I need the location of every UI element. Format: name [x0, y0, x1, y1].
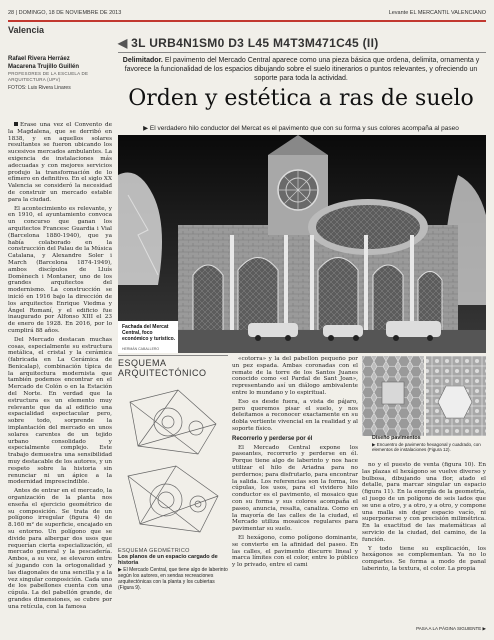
paragraph: Eso es desde fuera, a vista de pájaro, pero queremos pisar el suelo, y nos deleitamos a reconocer exactamente en su dobla vertiente vivencial en la realidad y al soporte físico.	[232, 398, 358, 432]
author-name: Macarena Trujillo Guillén	[8, 64, 80, 70]
caption-kicker: ESQUEMA GEOMÉTRICO	[118, 548, 190, 554]
divider	[118, 355, 228, 356]
headline: Orden y estética a ras de suelo	[128, 86, 474, 111]
folio: 28 | DOMINGO, 18 DE NOVIEMBRE DE 2013	[8, 10, 122, 16]
schema-title	[118, 358, 228, 378]
author-role: PROFESORES DE LA ESCUELA DE	[8, 71, 89, 76]
continued-note: PASA A LA PÁGINA SIGUIENTE ▶	[416, 626, 486, 631]
divider	[118, 52, 486, 53]
subheadline: ▶ El verdadero hilo conductor del Mercat es el pavimento que con su forma y sus colores acompaña al paseo	[143, 125, 459, 132]
body-column-middle	[232, 356, 358, 626]
paragraph: «cotorra» y la del pabellón pequeño por un pez espada. Ambas coronadas con el remate de la torre de los Santos Juanes conocido como «el Pardal de Sant Joan», representando así un diálogo ambivalente entre lo mundano y lo espiritual.	[232, 356, 358, 396]
paragraph: Y todo tiene su explicación, los hexágonos se complementan. Ya no lo compartes. Se forma a modo de panal laberinto, la textura, el color. La propia	[362, 545, 486, 572]
caption-title: Los planos de un espacio cargado de historia	[118, 554, 218, 567]
masthead: Levante EL MERCANTIL VALENCIANO	[388, 10, 486, 16]
schema-heading: ARQUITECTÓNICO	[118, 368, 207, 378]
page-header	[8, 6, 486, 20]
body-column-left	[8, 122, 112, 628]
diagram-caption	[118, 548, 228, 591]
paragraph: Antes de entrar en el mercado, la organización de la planta nos enseña el ejercicio geométrico de su composición. Se trata de un polígono irregular (figura 4) de 8.160 m² de superficie, encajado en su entorno. Un polígono que se divide para albergar dos usos que requerían cierta especialización, el mercado general y la pescadería. Ambos, a su vez, se elevaron entre sí jugando con la ortogonalidad y las diagonales de una sencilla y a la vez singular composición. Cada uno de los pabellones cuenta con una cúpula. La del pabellón grande, de grandes dimensiones, se cubre por una retícula, con la famosa	[8, 488, 112, 610]
body-column-right	[362, 462, 486, 618]
caption-text: Fachada del Mercat Central, foco económico y turístico.	[122, 324, 176, 342]
paragraph: El hexágono, como polígono dominante, se convierte en la afinidad del paseo. En las calles, el pavimento discurre lineal y marca límites con el color, entre lo público y lo privado, entre el cami	[232, 534, 358, 569]
paragraph: Erase una vez el Convento de la Magdalena, que se derribó en 1838, y en aquellos solares resultantes se fueron ubicando los sucesivos mercados ambulantes. La exigencia de instalaciones más adecuadas y con mejores servicios produjo la transformación de lo efímero en definitivo. En el siglo XX Valencia se consideró la necesidad de construir un mercado estable para la ciudad.	[8, 122, 112, 203]
caption-text: ▶ Encuentro de pavimento hexagonal y cuadrado, con elementos de instalaciones (Figura 12).	[372, 441, 481, 452]
paragraph: no y el puesto de venta (figura 10). En las plazas el hexágono se vuelve diverso y bulbosa, dibujando una flor, atado el detalle, para marcar singular un espacio (figura 11). En la energía de la geometría, el juego de un polígono de seis lados que se une a otro, y a otro, y a otro, y compone una malla sin dejar espacio vacío, ni superponerse y con precisión milimétrica. En la exactitud de las matemáticas al servicio de la ciudad, del camino, de la función.	[362, 462, 486, 543]
byline	[8, 55, 118, 91]
caption-text: ▶ El Mercado Central, que tiene algo de laberinto según los autores, en sendas recreaciones arquitectónicas con la planta y los cubiertas (Figura 9).	[118, 566, 228, 592]
paragraph: El acontecimiento es relevante, y en 1910, el ayuntamiento convoca un concurso que ganan los arquitectos Francesc Guardia i Vial (Barcelona 1880-1940), que ya había colaborado en la construcción del Palau de la Música Catalana, y Alexandre Soler i March (Barcelona 1874-1949), ambos discípulos de Lluís Domènech i Montaner, uno de los grandes arquitectos del modernismo. La construcción se inició en 1916 bajo la dirección de los arquitectos Enrique Viedma y Ángel Romaní, y el edificio fue inaugurado por Alfonso XIII el 23 de enero de 1928. En 2016, por lo cumplirá 88 años.	[8, 205, 112, 334]
paragraph: El Mercado Central expone los paseantes, recorrerlo y perderse en él. Porque tiene algo de laberinto y nos hace utilizar el hilo de Ariadna para no perdernos; para disfrutarlo, para encontrar la salida. Los referencias son la forma, los cúpulas, los usos, para el vividero hilo conductor es el pavimento, el mosaico que con su forma y sus colores acompaña el paseo, anuncia, resalta, canaliza. Como en la mayoría de las calles de la ciudad, el Mercado utiliza mosaicos regulares para pavimentar su suelo.	[232, 444, 358, 533]
author-name: Rafael Rivera Herráez	[8, 56, 70, 62]
author-role: ARQUITECTURA (UPV)	[8, 77, 61, 82]
photo-credit: FOTOS: Luis Rivera Linares	[8, 85, 71, 91]
caption-credit: HERMÁN CABALLERO	[122, 347, 160, 351]
caption-title: Diseño pavimentos	[372, 435, 421, 441]
architectural-plan-diagram	[118, 384, 228, 544]
lead-label: Delimitador.	[122, 57, 163, 64]
series-title: ◀ 3L URB4N1SM0 D3 L45 M4T3M471C45 (II)	[118, 36, 379, 50]
lead-text: El pavimento del Mercado Central aparece como una pieza básica que ordena, delimita, ornamenta y favorece la funcionalidad de los espacios dibujando sobre el suelo itinerarios o puntos relevantes, y ofreciendo un soporte para toda la actividad.	[124, 57, 480, 82]
triangle-icon: ◀	[118, 36, 132, 50]
pavement-tiles-photos	[362, 356, 486, 438]
bullet-square-icon	[14, 122, 18, 126]
photo-caption	[118, 321, 178, 353]
paragraph: Del Mercado destacan muchas cosas, especialmente su estructura metálica, el cristal y la cerámica (fabricada en La Cerámica de Benicalap), combinación típica de la arquitectura modernista que también podemos encontrar en el Mercado de Colón o en la Estación del Norte. En verdad que la estructura es un elemento muy relevante que da al edificio una espacialidad espectacular pero, sobre todo, sorprende la implantación del mercado en unos solares carentes de un tejido urbano consolidado y especialmente complejo. Este trabajo demuestra una sensibilidad muy destacable de los autores, y un respeto sobre la historia sin renunciar ni un ápice a la modernidad imprescindible.	[8, 336, 112, 486]
section-bar	[8, 20, 486, 36]
tiles-caption	[372, 436, 486, 453]
section-heading: Recorrerlo y perderse por él	[232, 435, 313, 442]
lead-paragraph	[120, 56, 482, 83]
section-name: Valencia	[8, 25, 45, 35]
schema-kicker: ESQUEMA	[118, 358, 167, 368]
